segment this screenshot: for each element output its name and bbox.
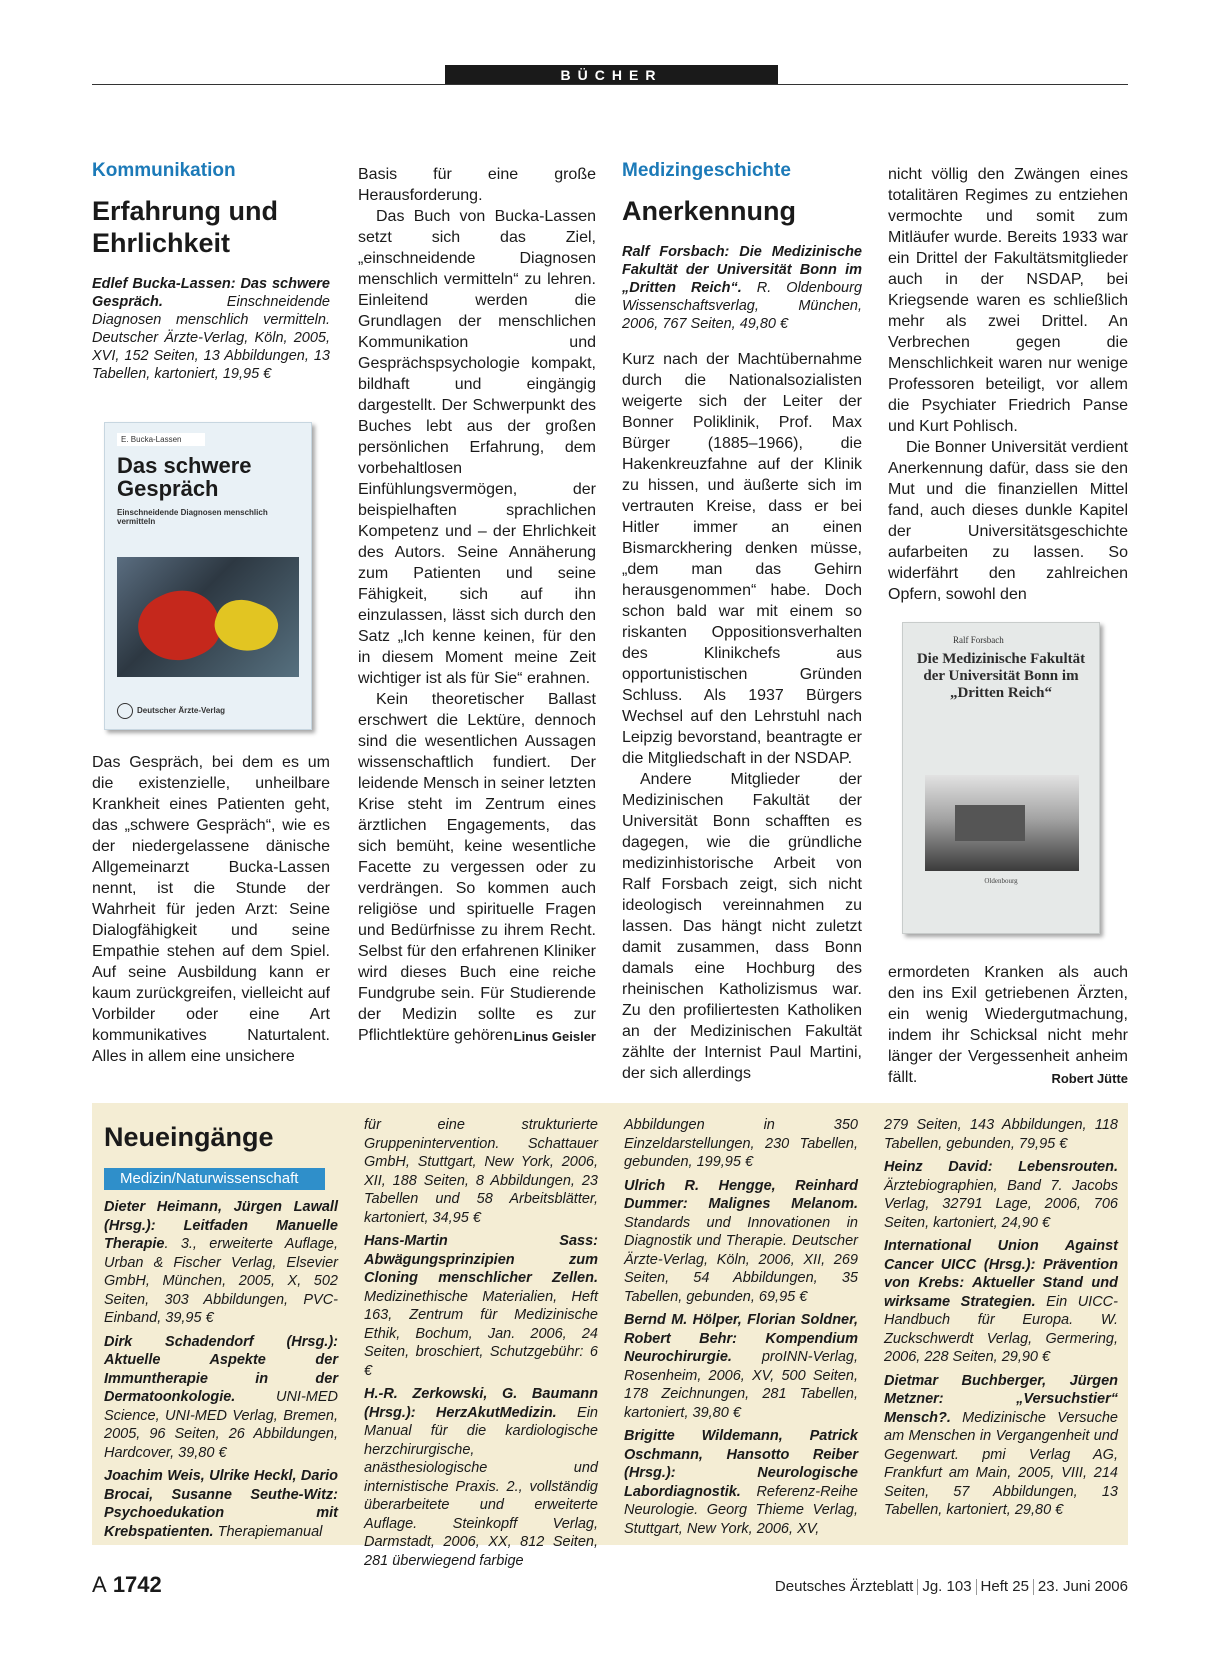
entry-10-title: International Union Against Cancer UICC (Hrsg.): Prävention von Krebs: Aktueller Stand und wirksame Strategien. <box>884 1238 1118 1310</box>
entry-8-details-start: Referenz-Reihe Neurologie. Georg Thieme Verlag, Stuttgart, New York, 2006, XV, <box>624 1483 858 1537</box>
journal-info <box>775 1578 1128 1595</box>
cover1-publisher <box>117 703 225 719</box>
entry-6-title: Ulrich R. Hengge, Reinhard Dummer: Malignes Melanom. <box>624 1177 858 1212</box>
entry-7 <box>624 1311 858 1422</box>
review1-col1-body <box>92 752 330 1067</box>
review1-biblio <box>92 275 330 383</box>
cover1-publisher-name: Deutscher Ärzte-Verlag <box>137 706 226 716</box>
entry-3 <box>104 1467 338 1541</box>
review2-category: Medizingeschichte <box>622 160 791 181</box>
book-cover-bucka-lassen <box>104 422 312 730</box>
journal-issue: Heft 25 <box>980 1578 1029 1595</box>
entry-6 <box>624 1177 858 1307</box>
review1-col1 <box>92 159 330 395</box>
review2-biblio-details: R. Oldenbourg Wissenschaftsverlag, München, 2006, 767 Seiten, 49,80 € <box>622 280 863 332</box>
review2-col4 <box>888 164 1128 605</box>
entry-4 <box>364 1232 598 1380</box>
cover2-building-photo <box>925 775 1079 871</box>
new-arrivals-col3 <box>624 1116 858 1543</box>
journal-volume: Jg. 103 <box>922 1578 972 1595</box>
entry-11-details: Medizinische Versuche am Menschen in Vergangenheit und Gegenwart. pmi Verlag AG, Frankfurt am Main, 2005, VIII, 214 Seiten, 57 Abbildungen, 13 Tabellen, kartoniert, 29,80 € <box>884 1409 1118 1518</box>
entry-8-title: Brigitte Wildemann, Patrick Oschmann, Hansotto Reiber (Hrsg.): Neurologische Labordiagnostik. <box>624 1428 858 1500</box>
entry-3-continued: für eine strukturierte Gruppenintervention. Schattauer GmbH, Stuttgart, New York, 2006, XII, 188 Seiten, 8 Abbildungen, 23 Tabellen und 58 Arbeitsblätter, kartoniert, 34,95 € <box>364 1117 598 1226</box>
review2-col3 <box>622 159 862 1084</box>
review2-paragraph-2: Andere Mitglieder der Medizinischen Fakultät der Universität Bonn schafften es dagegen, wie die gründliche medizinhistorische Arbeit von Ralf Forsbach zeigt, sich nicht ideologisch vereinnahmen zu lassen. Das hängt nicht zuletzt damit zusammen, dass Bonn damals eine Hochburg des rheinischen Katholizismus war. Zu den profiliertesten Katholiken an der Medizinischen Fakultät zählte der Internist Paul Martini, der sich allerdings <box>622 771 862 1082</box>
entry-9-title: Heinz David: Lebensrouten. <box>884 1159 1118 1175</box>
review1-biblio-details: Einschneidende Diagnosen menschlich vermitteln. Deutscher Ärzte-Verlag, Köln, 2005, XVI, 152 Seiten, 13 Abbildungen, 13 Tabellen, kartoniert, 19,95 € <box>92 294 330 382</box>
review2-paragraph-5: ermordeten Kranken als auch den ins Exil getriebenen Ärzten, ein wenig Wiedergutmachung, indem ihr Schicksal nicht mehr länger der Vergessenheit anheim fällt. <box>888 964 1128 1086</box>
review2-paragraph-3: nicht völlig den Zwängen eines totalitären Regimes zu entziehen vermochte und somit zum Mitläufer wurde. Bereits 1933 war ein Drittel der Fakultätsmitglieder auch in der NSDAP, bei Kriegsende waren es schließlich mehr als zwei Drittel. An Verbrechen gegen die Menschlichkeit waren nur wenige Professoren beteiligt, vor allem die Psychiater Friedrich Panse und Kurt Pohlisch. <box>888 166 1128 435</box>
page-prefix: A <box>92 1572 107 1597</box>
review1-title: Erfahrung und Ehrlichkeit <box>92 196 278 258</box>
review2-reviewer: Robert Jütte <box>1051 1071 1128 1086</box>
entry-7-details: proINN-Verlag, Rosenheim, 2006, XV, 500 Seiten, 178 Zeichnungen, 281 Tabellen, kartoniert, 39,80 € <box>624 1349 858 1421</box>
cover2-publisher: Oldenbourg <box>984 877 1018 885</box>
review2-paragraph-1: Kurz nach der Machtübernahme durch die Nationalsozialisten weigerte sich der Leiter der Bonner Poliklinik, Prof. Max Bürger (1885–1966), die Hakenkreuzfahne auf der Klinik zu hissen, und äußerte sich im vertrauten Kreise, dass er bei Hitler immer an einen Bismarckhering denken müsse, „dem man das Gehirn herausgenommen“ habe. Doch schon bald war mit einem so riskanten Oppositionsverhalten des Klinikchefs aus opportunistischen Gründen Schluss. Als 1937 Bürgers Wechsel auf den Lehrstuhl nach Leipzig bevorstand, beantragte er die Mitgliedschaft in der NSDAP. <box>622 351 862 767</box>
new-arrivals-col1 <box>104 1116 338 1546</box>
entry-4-details: Medizinethische Materialien, Heft 163, Zentrum für Medizinische Ethik, Bochum, Jan. 2006, 24 Seiten, broschiert, Schutzgebühr: 6 € <box>364 1288 598 1379</box>
entry-3-details-start: Therapiemanual <box>213 1523 323 1540</box>
review1-col2 <box>358 164 596 1047</box>
entry-1-details: . 3., erweiterte Auflage, Urban & Fischer Verlag, Elsevier GmbH, München, 2005, X, 502 Seiten, 303 Abbildungen, PVC-Einband, 39,95 € <box>104 1236 338 1326</box>
yellow-leaf-shape <box>208 592 283 660</box>
entry-11-title: Dietmar Buchberger, Jürgen Metzner: „Versuchstier“ Mensch?. <box>884 1372 1118 1426</box>
journal-date: 23. Juni 2006 <box>1037 1578 1128 1595</box>
review2-paragraph-4: Die Bonner Universität verdient Anerkennung dafür, dass sie den Mut und die finanziellen Mittel fand, auch dieses dunkle Kapitel der Universitätsgeschichte aufarbeiten zu lassen. So widerfährt den zahlreichen Opfern, sowohl den <box>888 439 1128 603</box>
review1-paragraph-2: Basis für eine große Herausforderung. <box>358 166 596 204</box>
page-number-value: 1742 <box>112 1572 162 1597</box>
review2-title: Anerkennung <box>622 196 797 226</box>
review2-col4-end <box>888 962 1128 1089</box>
cover2-title: Die Medizinische Fakultät der Universität Bonn im „Dritten Reich“ <box>916 651 1086 701</box>
cover1-subtitle: Einschneidende Diagnosen menschlich vermitteln <box>117 508 268 526</box>
review2-biblio <box>622 243 862 333</box>
divider <box>917 1579 918 1595</box>
entry-2-details: UNI-MED Science, UNI-MED Verlag, Bremen, 2005, 96 Seiten, 26 Abbildungen, Hardcover, 39,80 € <box>104 1389 338 1461</box>
entry-5-title: H.-R. Zerkowski, G. Baumann (Hrsg.): HerzAkutMedizin. <box>364 1386 598 1421</box>
entry-8-continued: 279 Seiten, 143 Abbildungen, 118 Tabellen, gebunden, 79,95 € <box>884 1117 1118 1152</box>
entry-1-title: Dieter Heimann, Jürgen Lawall (Hrsg.): Leitfaden Manuelle Therapie <box>104 1199 338 1252</box>
entry-9-details: Ärztebiographien, Band 7. Jacobs Verlag, 32791 Lage, 2006, 706 Seiten, kartoniert, 24,90 € <box>884 1177 1118 1231</box>
cover1-leaf-photo <box>117 557 299 677</box>
new-arrivals-title: Neueingänge <box>104 1122 274 1152</box>
entry-10 <box>884 1237 1118 1367</box>
review1-paragraph-3: Das Buch von Bucka-Lassen setzt sich das Ziel, „einschneidende Diagnosen menschlich vermitteln“ zu lehren. Einleitend werden die Grundlagen der menschlichen Kommunikation und Gesprächspsychologie kompakt, bildhaft und eingängig dargestellt. Der Schwerpunkt des Buches lebt aus der großen persönlichen Erfahrung, dem vorbehaltlosen Einfühlungsvermögen, der beispielhaften sprachlichen Kompetenz und – der Ehrlichkeit des Autors. Seine Annäherung zum Patienten und seine Fähigkeit, sich auf ihn einzulassen, lässt sich durch den Satz „Ich kenne keinen, für den in diesem Moment meine Zeit wichtiger ist als für Sie“ erahnen. <box>358 208 596 687</box>
entry-9 <box>884 1158 1118 1232</box>
entry-3-title: Joachim Weis, Ulrike Heckl, Dario Brocai, Susanne Seuthe-Witz: Psychoedukation mit Krebspatienten. <box>104 1468 338 1540</box>
header-rule <box>92 84 1128 85</box>
new-arrivals-col4 <box>884 1116 1118 1525</box>
entry-4-title: Hans-Martin Sass: Abwägungsprinzipien zum Cloning menschlicher Zellen. <box>364 1233 598 1286</box>
cover1-title: Das schwere Gespräch <box>117 453 252 501</box>
new-arrivals-col2 <box>364 1116 598 1575</box>
entry-2 <box>104 1333 338 1463</box>
entry-1 <box>104 1198 338 1328</box>
entry-10-details: Ein UICC-Handbuch für Europa. W. Zuckschwerdt Verlag, Germering, 2006, 228 Seiten, 29,90 € <box>884 1293 1118 1365</box>
book-cover-forsbach <box>902 622 1100 934</box>
page-number <box>92 1572 162 1598</box>
entry-5 <box>364 1385 598 1570</box>
entry-8 <box>624 1427 858 1538</box>
divider <box>1033 1579 1034 1595</box>
entry-2-title: Dirk Schadendorf (Hrsg.): Aktuelle Aspekte der Immuntherapie in der Dermatoonkologie. <box>104 1333 338 1405</box>
entry-7-title: Bernd M. Hölper, Florian Soldner, Robert Behr: Kompendium Neurochirurgie. <box>624 1312 858 1365</box>
cover1-author: E. Bucka-Lassen <box>117 433 205 446</box>
entry-5-continued: Abbildungen in 350 Einzeldarstellungen, 230 Tabellen, gebunden, 199,95 € <box>624 1117 858 1170</box>
entry-5-details-start: Ein Manual für die kardiologische herzchirurgische, anästhesiologische und internistische Praxis. 2., vollständig überarbeitete und erweiterte Auflage. Steinkopff Verlag, Darmstadt, 2006, XX, 812 Seiten, 281 überwiegend farbige <box>364 1404 598 1569</box>
review1-paragraph-1: Das Gespräch, bei dem es um die existenzielle, unheilbare Krankheit eines Patienten geht, das „schwere Gespräch“, wie es der niedergelassene dänische Allgemeinarzt Bucka-Lassen nennt, ist die Stunde der Wahrheit für jeden Arzt: Seine Dialogfähigkeit und seine Empathie stehen auf dem Spiel. Auf seine Ausbildung kann er kaum zurückgreifen, vielleicht auf Vorbilder oder eine Art kommunikatives Naturtalent. Alles in allem eine unsichere <box>92 754 330 1065</box>
review1-paragraph-4: Kein theoretischer Ballast erschwert die Lektüre, dennoch sind die wesentlichen Aussagen wissenschaftlich fundiert. Der leidende Mensch in seiner letzten Krise steht im Zentrum eines ärztlichen Engagements, das sich bemüht, keine wesentliche Facette zu vergessen oder zu verdrängen. So kommen auch religiöse und spirituelle Fragen und Bedürfnisse zu ihrem Recht. Selbst für den erfahrenen Kliniker wird dieses Buch eine reiche Fundgrube sein. Für Studierende der Medizin sollte es zur Pflichtlektüre gehören. <box>358 691 596 1044</box>
entry-11 <box>884 1372 1118 1520</box>
new-arrivals-category-tag: Medizin/Naturwissenschaft <box>104 1168 325 1190</box>
review2-biblio-title: Ralf Forsbach: Die Medizinische Fakultät der Universität Bonn im „Dritten Reich“. <box>622 244 862 296</box>
cover2-author: Ralf Forsbach <box>953 635 1004 645</box>
review1-biblio-title: Edlef Bucka-Lassen: Das schwere Gespräch. <box>92 276 330 310</box>
review1-category: Kommunikation <box>92 160 236 181</box>
building-shape <box>955 805 1025 841</box>
section-header: BÜCHER <box>445 65 778 85</box>
journal-name: Deutsches Ärzteblatt <box>774 1578 914 1595</box>
publisher-logo-icon <box>117 703 133 719</box>
entry-6-details: Standards und Innovationen in Diagnostik und Therapie. Deutscher Ärzte-Verlag, Köln, 2006, XII, 269 Seiten, 54 Abbildungen, 35 Tabellen, gebunden, 69,95 € <box>624 1214 858 1305</box>
review1-reviewer: Linus Geisler <box>513 1029 596 1044</box>
divider <box>976 1579 977 1595</box>
